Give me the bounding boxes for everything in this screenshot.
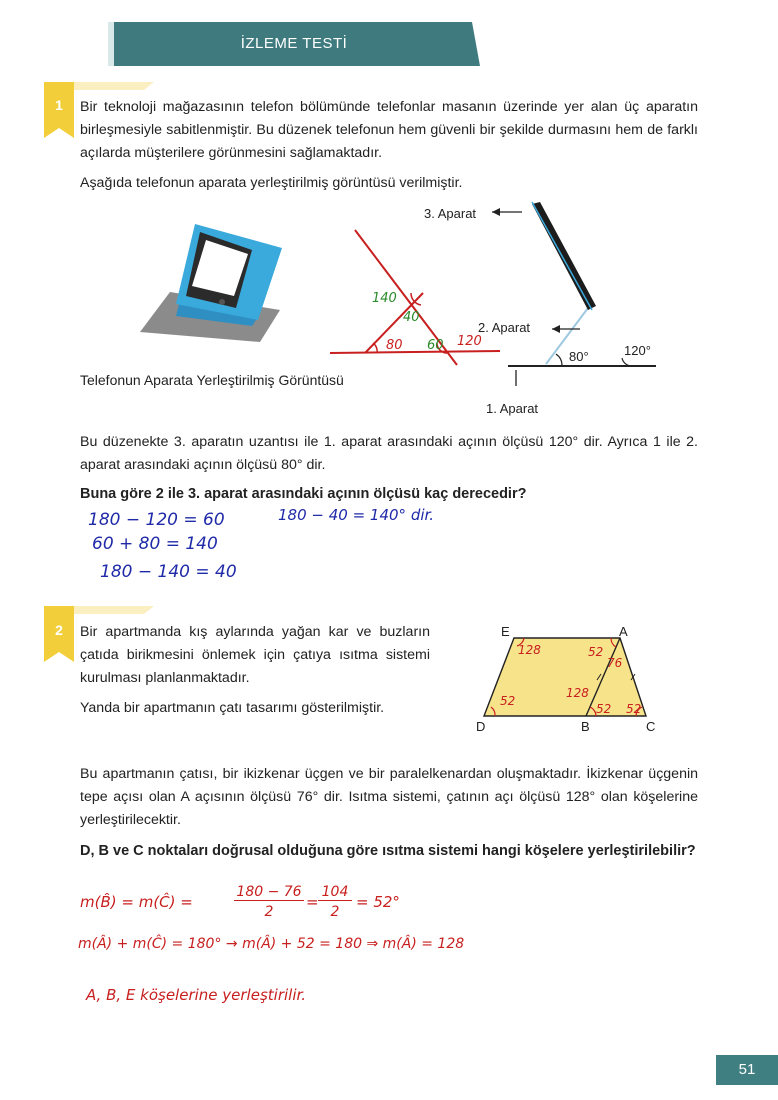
sketch-angle-40: 40 (403, 310, 420, 325)
question1-intro: Aşağıda telefonun aparata yerleştirilmiş görüntüsü verilmiştir. (80, 175, 463, 191)
question-number: 2 (55, 622, 63, 638)
roof-figure (470, 622, 670, 740)
badge-accent-line (74, 606, 154, 616)
question2-paragraph: Bir apartmanda kış aylarında yağan kar ve buzların çatıda birikmesini önlemek için çatıya ısıtma sistemi kurulması planlanmaktadır. (80, 624, 430, 686)
question2-given: Bu apartmanın çatısı, bir ikizkenar üçgen ve bir paralelkenardan oluşmaktadır. İkizkenar üçgenin tepe açısı olan A açısının ölçüsü 76° dir. Isıtma sistemi, çatının açı ölçüsü 128° olan köşelerine yerleştirilecektir. (80, 766, 698, 828)
vertex-label-d: D (476, 719, 486, 734)
phone-stand-image (140, 222, 290, 342)
solution-line-1: m(B̂) = m(Ĉ) = (80, 893, 193, 911)
handwriting-line-1: 180 − 120 = 60 (88, 510, 225, 530)
solution-line-2: m(Â) + m(Ĉ) = 180° → m(Â) + 52 = 180 ⇒ m(Â) = 128 (78, 936, 465, 952)
question2-intro: Yanda bir apartmanın çatı tasarımı gösterilmiştir. (80, 700, 385, 716)
angle-a-52: 52 (588, 645, 604, 659)
solution-equals: = (306, 893, 319, 911)
handwriting-line-3: 180 − 140 = 40 (100, 562, 237, 582)
solution-fraction-1-numerator: 180 − 76 (234, 884, 304, 901)
angle-e-128: 128 (518, 643, 541, 657)
vertex-label-a: A (619, 624, 628, 639)
question1-prompt: Buna göre 2 ile 3. aparat arasındaki açının ölçüsü kaç derecedir? (80, 486, 527, 502)
question2-prompt: D, B ve C noktaları doğrusal olduğuna göre ısıtma sistemi hangi köşelere yerleştirilebilir? (80, 843, 696, 859)
label-aparat-1: 1. Aparat (486, 401, 539, 416)
handwriting-answer: 180 − 40 = 140° dir. (278, 506, 435, 524)
label-aparat-2: 2. Aparat (478, 320, 531, 335)
badge-accent-line (74, 82, 154, 92)
solution-result-1: = 52° (356, 893, 400, 911)
page-title: İZLEME TESTİ (240, 35, 348, 52)
handwriting-line-2: 60 + 80 = 140 (92, 534, 218, 554)
question-number: 1 (55, 97, 63, 113)
label-angle-120: 120° (624, 343, 651, 358)
vertex-label-c: C (646, 719, 656, 734)
angle-b-52: 52 (596, 702, 612, 716)
label-angle-80: 80° (569, 349, 589, 364)
angle-d-52: 52 (500, 694, 516, 708)
solution-fraction-2-numerator: 104 (318, 884, 352, 901)
vertex-label-e: E (501, 624, 510, 639)
angle-c-52: 52 (626, 702, 642, 716)
sketch-angle-80: 80 (386, 338, 403, 353)
page-number: 51 (716, 1055, 778, 1085)
solution-fraction-1-denominator: 2 (264, 904, 274, 920)
vertex-label-b: B (581, 719, 590, 734)
sketch-angle-140: 140 (372, 291, 397, 306)
label-aparat-3: 3. Aparat (424, 206, 477, 221)
sketch-angle-120: 120 (457, 334, 482, 349)
solution-line-3: A, B, E köşelerine yerleştirilir. (86, 986, 307, 1004)
angle-b-128: 128 (566, 686, 589, 700)
image-caption: Telefonun Aparata Yerleştirilmiş Görüntüsü (80, 372, 344, 388)
question1-paragraph: Bir teknoloji mağazasının telefon bölümünde telefonlar masanın üzerinde yer alan üç aparatın birleşmesiyle sabitlenmiştir. Bu düzenek telefonun hem güvenli bir şekilde durmasını hem de farklı açılarda müşterilere görünmesini sağlamaktadır. (80, 99, 698, 161)
angle-a-76: 76 (607, 656, 623, 670)
question1-given: Bu düzenekte 3. aparatın uzantısı ile 1. aparat arasındaki açının ölçüsü 120° dir. Ayrıca 1 ile 2. aparat arasındaki açının ölçüsü 80° dir. (80, 434, 698, 473)
solution-fraction-2-denominator: 2 (330, 904, 340, 920)
sketch-angle-60: 60 (427, 338, 444, 353)
